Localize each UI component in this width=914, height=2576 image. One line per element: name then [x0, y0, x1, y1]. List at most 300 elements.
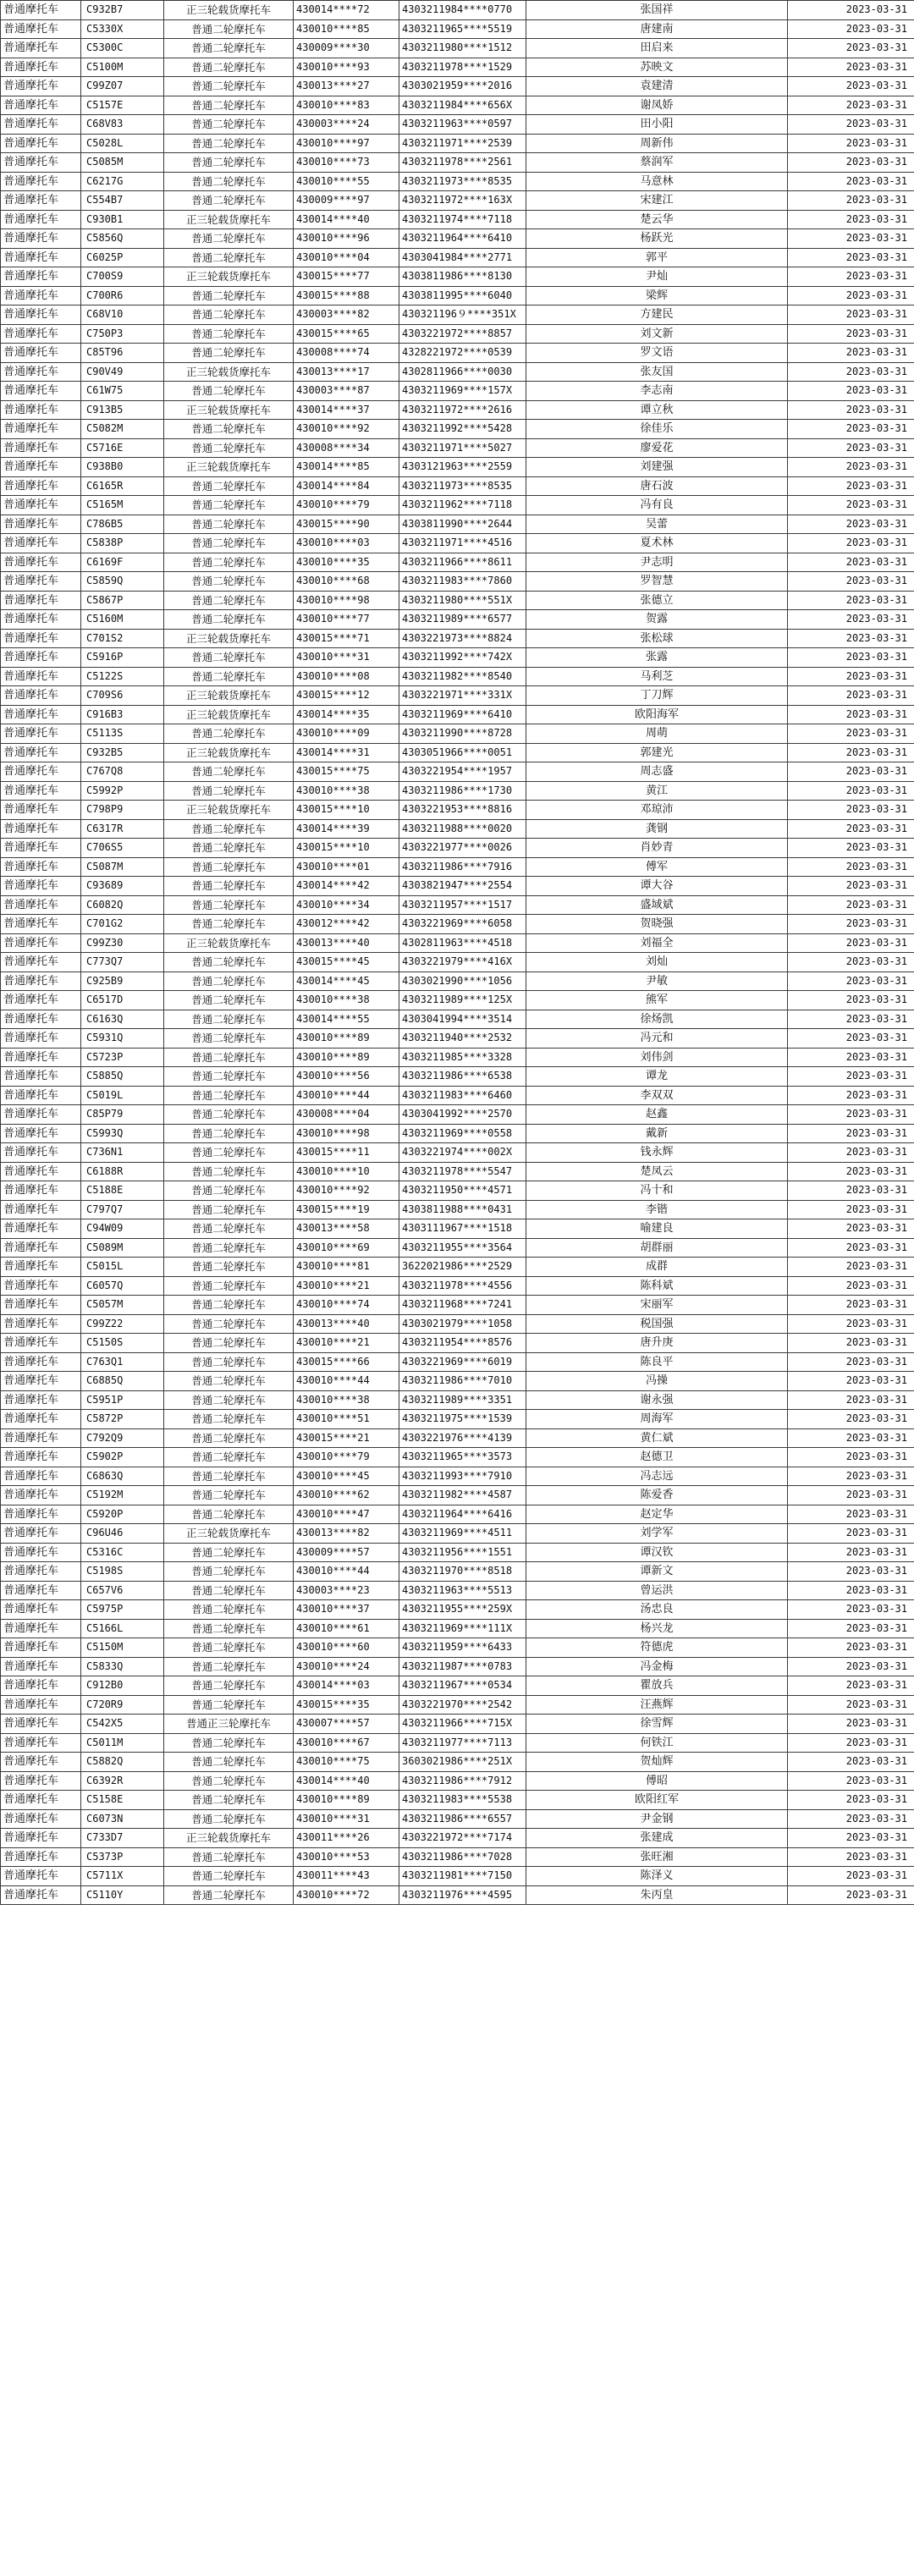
- vehicle-type-cell: 普通二轮摩托车: [164, 324, 294, 344]
- table-row: [1, 1581, 914, 1600]
- registration-code-cell: 430010****77: [294, 610, 399, 630]
- table-row: [1, 933, 914, 953]
- owner-name-cell: 朱丙皇: [526, 1885, 788, 1905]
- registration-code-cell: 430014****84: [294, 476, 399, 496]
- date-cell: 2023-03-31: [788, 1543, 914, 1562]
- registration-code-cell: 430010****96: [294, 229, 399, 249]
- owner-name-cell: 瞿放兵: [526, 1676, 788, 1696]
- license-class-cell: 普通摩托车: [1, 438, 81, 458]
- vehicle-type-cell: 普通二轮摩托车: [164, 382, 294, 401]
- plate-number-cell: C786B5: [81, 515, 164, 534]
- id-number-cell: 4303211967****0534: [399, 1676, 526, 1696]
- date-cell: 2023-03-31: [788, 19, 914, 39]
- license-class-cell: 普通摩托车: [1, 96, 81, 115]
- table-row: [1, 1829, 914, 1848]
- license-class-cell: 普通摩托车: [1, 991, 81, 1010]
- license-class-cell: 普通摩托车: [1, 762, 81, 782]
- vehicle-type-cell: 普通正三轮摩托车: [164, 1715, 294, 1734]
- registration-code-cell: 430010****44: [294, 1086, 399, 1105]
- date-cell: 2023-03-31: [788, 324, 914, 344]
- date-cell: 2023-03-31: [788, 801, 914, 820]
- table-row: [1, 172, 914, 191]
- table-row: [1, 1809, 914, 1829]
- license-class-cell: 普通摩托车: [1, 1219, 81, 1239]
- vehicle-type-cell: 普通二轮摩托车: [164, 1143, 294, 1163]
- date-cell: 2023-03-31: [788, 1753, 914, 1772]
- date-cell: 2023-03-31: [788, 1162, 914, 1181]
- date-cell: 2023-03-31: [788, 210, 914, 229]
- table-row: [1, 153, 914, 173]
- plate-number-cell: C6317R: [81, 819, 164, 839]
- owner-name-cell: 欧阳海军: [526, 705, 788, 724]
- vehicle-type-cell: 普通二轮摩托车: [164, 1847, 294, 1867]
- vehicle-type-cell: 普通二轮摩托车: [164, 1334, 294, 1353]
- owner-name-cell: 钱永辉: [526, 1143, 788, 1163]
- id-number-cell: 4303211978****5547: [399, 1162, 526, 1181]
- table-row: [1, 1695, 914, 1715]
- license-class-cell: 普通摩托车: [1, 1753, 81, 1772]
- registration-code-cell: 430015****12: [294, 686, 399, 706]
- owner-name-cell: 陈爱香: [526, 1486, 788, 1505]
- registration-code-cell: 430015****11: [294, 1143, 399, 1163]
- vehicle-type-cell: 普通二轮摩托车: [164, 1124, 294, 1143]
- registration-code-cell: 430010****89: [294, 1029, 399, 1049]
- plate-number-cell: C5300C: [81, 39, 164, 58]
- date-cell: 2023-03-31: [788, 1733, 914, 1753]
- plate-number-cell: C5110Y: [81, 1885, 164, 1905]
- id-number-cell: 4303211984****656X: [399, 96, 526, 115]
- date-cell: 2023-03-31: [788, 1048, 914, 1067]
- owner-name-cell: 刘福全: [526, 933, 788, 953]
- table-row: [1, 629, 914, 648]
- id-number-cell: 4303211977****7113: [399, 1733, 526, 1753]
- vehicle-type-cell: 普通二轮摩托车: [164, 1733, 294, 1753]
- id-number-cell: 4303221954****1957: [399, 762, 526, 782]
- table-row: [1, 553, 914, 572]
- vehicle-type-cell: 普通二轮摩托车: [164, 724, 294, 744]
- vehicle-type-cell: 普通二轮摩托车: [164, 39, 294, 58]
- plate-number-cell: C6057Q: [81, 1276, 164, 1296]
- plate-number-cell: C912B0: [81, 1676, 164, 1696]
- date-cell: 2023-03-31: [788, 58, 914, 77]
- date-cell: 2023-03-31: [788, 877, 914, 896]
- plate-number-cell: C68V10: [81, 305, 164, 325]
- table-row: [1, 1638, 914, 1658]
- table-row: [1, 1676, 914, 1696]
- registration-code-cell: 430008****74: [294, 344, 399, 363]
- vehicle-type-cell: 普通二轮摩托车: [164, 1105, 294, 1125]
- vehicle-type-cell: 普通二轮摩托车: [164, 1296, 294, 1315]
- vehicle-type-cell: 普通二轮摩托车: [164, 610, 294, 630]
- owner-name-cell: 谢永强: [526, 1390, 788, 1410]
- vehicle-type-cell: 普通二轮摩托车: [164, 991, 294, 1010]
- id-number-cell: 4303211955****3564: [399, 1238, 526, 1258]
- date-cell: 2023-03-31: [788, 1885, 914, 1905]
- owner-name-cell: 田小阳: [526, 115, 788, 135]
- date-cell: 2023-03-31: [788, 591, 914, 610]
- table-row: [1, 1524, 914, 1544]
- license-class-cell: 普通摩托车: [1, 743, 81, 762]
- registration-code-cell: 430015****35: [294, 1695, 399, 1715]
- date-cell: 2023-03-31: [788, 839, 914, 858]
- date-cell: 2023-03-31: [788, 1410, 914, 1429]
- registration-code-cell: 430010****72: [294, 1885, 399, 1905]
- vehicle-type-cell: 普通二轮摩托车: [164, 1467, 294, 1486]
- table-row: [1, 1600, 914, 1620]
- registration-code-cell: 430010****93: [294, 58, 399, 77]
- registration-code-cell: 430010****53: [294, 1847, 399, 1867]
- vehicle-type-cell: 正三轮载货摩托车: [164, 705, 294, 724]
- registration-code-cell: 430003****24: [294, 115, 399, 135]
- date-cell: 2023-03-31: [788, 1352, 914, 1372]
- plate-number-cell: C85T96: [81, 344, 164, 363]
- registration-code-cell: 430010****68: [294, 572, 399, 592]
- license-class-cell: 普通摩托车: [1, 534, 81, 553]
- vehicle-type-cell: 普通二轮摩托车: [164, 1200, 294, 1219]
- license-class-cell: 普通摩托车: [1, 191, 81, 211]
- id-number-cell: 4303211963****5513: [399, 1581, 526, 1600]
- table-row: [1, 229, 914, 249]
- id-number-cell: 4303811986****8130: [399, 267, 526, 287]
- table-row: [1, 1410, 914, 1429]
- vehicle-type-cell: 普通二轮摩托车: [164, 1010, 294, 1029]
- registration-code-cell: 430008****34: [294, 438, 399, 458]
- plate-number-cell: C5100M: [81, 58, 164, 77]
- license-class-cell: 普通摩托车: [1, 476, 81, 496]
- table-row: [1, 248, 914, 267]
- license-class-cell: 普通摩托车: [1, 629, 81, 648]
- license-class-cell: 普通摩托车: [1, 420, 81, 439]
- date-cell: 2023-03-31: [788, 496, 914, 515]
- table-row: [1, 1657, 914, 1676]
- table-row: [1, 496, 914, 515]
- table-row: [1, 1086, 914, 1105]
- date-cell: 2023-03-31: [788, 1581, 914, 1600]
- registration-code-cell: 430010****51: [294, 1410, 399, 1429]
- plate-number-cell: C773Q7: [81, 953, 164, 972]
- registration-code-cell: 430010****38: [294, 991, 399, 1010]
- vehicle-type-cell: 普通二轮摩托车: [164, 1695, 294, 1715]
- plate-number-cell: C5192M: [81, 1486, 164, 1505]
- registration-code-cell: 430010****55: [294, 172, 399, 191]
- date-cell: 2023-03-31: [788, 248, 914, 267]
- owner-name-cell: 赵定华: [526, 1505, 788, 1524]
- registration-code-cell: 430010****31: [294, 1809, 399, 1829]
- license-class-cell: 普通摩托车: [1, 1372, 81, 1391]
- license-class-cell: 普通摩托车: [1, 1467, 81, 1486]
- table-row: [1, 1543, 914, 1562]
- date-cell: 2023-03-31: [788, 781, 914, 801]
- id-number-cell: 4303211992****5428: [399, 420, 526, 439]
- owner-name-cell: 盛域斌: [526, 895, 788, 915]
- id-number-cell: 4303211964****6410: [399, 229, 526, 249]
- table-row: [1, 1733, 914, 1753]
- owner-name-cell: 李锴: [526, 1200, 788, 1219]
- date-cell: 2023-03-31: [788, 686, 914, 706]
- date-cell: 2023-03-31: [788, 1505, 914, 1524]
- license-class-cell: 普通摩托车: [1, 972, 81, 991]
- table-row: [1, 1847, 914, 1867]
- license-class-cell: 普通摩托车: [1, 1809, 81, 1829]
- id-number-cell: 4303211972****163X: [399, 191, 526, 211]
- registration-code-cell: 430015****21: [294, 1428, 399, 1448]
- license-class-cell: 普通摩托车: [1, 267, 81, 287]
- license-class-cell: 普通摩托车: [1, 1162, 81, 1181]
- table-row: [1, 115, 914, 135]
- registration-code-cell: 430003****87: [294, 382, 399, 401]
- date-cell: 2023-03-31: [788, 705, 914, 724]
- plate-number-cell: C6025P: [81, 248, 164, 267]
- license-class-cell: 普通摩托车: [1, 496, 81, 515]
- table-row: [1, 781, 914, 801]
- registration-code-cell: 430010****79: [294, 496, 399, 515]
- table-row: [1, 686, 914, 706]
- plate-number-cell: C99Z22: [81, 1314, 164, 1334]
- table-row: [1, 58, 914, 77]
- id-number-cell: 4303211983****6460: [399, 1086, 526, 1105]
- date-cell: 2023-03-31: [788, 972, 914, 991]
- date-cell: 2023-03-31: [788, 172, 914, 191]
- vehicle-type-cell: 普通二轮摩托车: [164, 1867, 294, 1886]
- id-number-cell: 4303021979****1058: [399, 1314, 526, 1334]
- plate-number-cell: C6863Q: [81, 1467, 164, 1486]
- plate-number-cell: C99Z07: [81, 77, 164, 96]
- registration-code-cell: 430010****97: [294, 134, 399, 153]
- plate-number-cell: C542X5: [81, 1715, 164, 1734]
- plate-number-cell: C5089M: [81, 1238, 164, 1258]
- id-number-cell: 4303221970****2542: [399, 1695, 526, 1715]
- plate-number-cell: C554B7: [81, 191, 164, 211]
- owner-name-cell: 杨兴龙: [526, 1619, 788, 1638]
- registration-code-cell: 430010****56: [294, 1067, 399, 1087]
- plate-number-cell: C5087M: [81, 857, 164, 877]
- license-class-cell: 普通摩托车: [1, 1238, 81, 1258]
- registration-code-cell: 430010****21: [294, 1334, 399, 1353]
- id-number-cell: 4303211969****111X: [399, 1619, 526, 1638]
- id-number-cell: 4303221972****7174: [399, 1829, 526, 1848]
- vehicle-type-cell: 正三轮载货摩托车: [164, 458, 294, 477]
- owner-name-cell: 赵德卫: [526, 1448, 788, 1467]
- table-row: [1, 839, 914, 858]
- date-cell: 2023-03-31: [788, 1, 914, 20]
- id-number-cell: 4303211969****6410: [399, 705, 526, 724]
- date-cell: 2023-03-31: [788, 1771, 914, 1791]
- plate-number-cell: C5993Q: [81, 1124, 164, 1143]
- id-number-cell: 4303221977****0026: [399, 839, 526, 858]
- registration-code-cell: 430010****98: [294, 1124, 399, 1143]
- id-number-cell: 4303221972****8857: [399, 324, 526, 344]
- license-class-cell: 普通摩托车: [1, 1867, 81, 1886]
- vehicle-type-cell: 普通二轮摩托车: [164, 1771, 294, 1791]
- license-class-cell: 普通摩托车: [1, 610, 81, 630]
- plate-number-cell: C5833Q: [81, 1657, 164, 1676]
- table-row: [1, 420, 914, 439]
- license-class-cell: 普通摩托车: [1, 305, 81, 325]
- owner-name-cell: 黄江: [526, 781, 788, 801]
- date-cell: 2023-03-31: [788, 1428, 914, 1448]
- id-number-cell: 4303211962****7118: [399, 496, 526, 515]
- license-class-cell: 普通摩托车: [1, 819, 81, 839]
- plate-number-cell: C6885Q: [81, 1372, 164, 1391]
- registration-code-cell: 430010****60: [294, 1638, 399, 1658]
- id-number-cell: 4303051966****0051: [399, 743, 526, 762]
- license-class-cell: 普通摩托车: [1, 1543, 81, 1562]
- vehicle-type-cell: 普通二轮摩托车: [164, 191, 294, 211]
- id-number-cell: 4303211989****6577: [399, 610, 526, 630]
- owner-name-cell: 徐炀凯: [526, 1010, 788, 1029]
- date-cell: 2023-03-31: [788, 438, 914, 458]
- registration-code-cell: 430015****19: [294, 1200, 399, 1219]
- table-row: [1, 286, 914, 305]
- vehicle-type-cell: 普通二轮摩托车: [164, 781, 294, 801]
- registration-code-cell: 430008****04: [294, 1105, 399, 1125]
- registration-code-cell: 430013****40: [294, 933, 399, 953]
- owner-name-cell: 刘学军: [526, 1524, 788, 1544]
- license-class-cell: 普通摩托车: [1, 781, 81, 801]
- license-class-cell: 普通摩托车: [1, 724, 81, 744]
- license-class-cell: 普通摩托车: [1, 1791, 81, 1810]
- license-class-cell: 普通摩托车: [1, 1048, 81, 1067]
- id-number-cell: 4303221979****416X: [399, 953, 526, 972]
- plate-number-cell: C5158E: [81, 1791, 164, 1810]
- plate-number-cell: C5165M: [81, 496, 164, 515]
- vehicle-type-cell: 普通二轮摩托车: [164, 1600, 294, 1620]
- license-class-cell: 普通摩托车: [1, 1334, 81, 1353]
- table-row: [1, 1715, 914, 1734]
- vehicle-type-cell: 普通二轮摩托车: [164, 344, 294, 363]
- id-number-cell: 4303211983****5538: [399, 1791, 526, 1810]
- id-number-cell: 4303211982****8540: [399, 667, 526, 686]
- license-class-cell: 普通摩托车: [1, 1428, 81, 1448]
- owner-name-cell: 谭龙: [526, 1067, 788, 1087]
- owner-name-cell: 贺晓强: [526, 915, 788, 934]
- table-row: [1, 1143, 914, 1163]
- registration-code-cell: 430014****39: [294, 819, 399, 839]
- id-number-cell: 4303211983****7860: [399, 572, 526, 592]
- table-row: [1, 857, 914, 877]
- vehicle-type-cell: 正三轮载货摩托车: [164, 400, 294, 420]
- id-number-cell: 4303211989****3351: [399, 1390, 526, 1410]
- owner-name-cell: 马意林: [526, 172, 788, 191]
- vehicle-type-cell: 普通二轮摩托车: [164, 1390, 294, 1410]
- id-number-cell: 4303211969****4511: [399, 1524, 526, 1544]
- vehicle-type-cell: 正三轮载货摩托车: [164, 1, 294, 20]
- table-row: [1, 667, 914, 686]
- license-class-cell: 普通摩托车: [1, 1524, 81, 1544]
- registration-code-cell: 430010****24: [294, 1657, 399, 1676]
- license-class-cell: 普通摩托车: [1, 591, 81, 610]
- date-cell: 2023-03-31: [788, 953, 914, 972]
- id-number-cell: 4303211959****6433: [399, 1638, 526, 1658]
- table-row: [1, 1352, 914, 1372]
- license-class-cell: 普通摩托车: [1, 1581, 81, 1600]
- license-class-cell: 普通摩托车: [1, 839, 81, 858]
- plate-number-cell: C93689: [81, 877, 164, 896]
- date-cell: 2023-03-31: [788, 762, 914, 782]
- plate-number-cell: C763Q1: [81, 1352, 164, 1372]
- vehicle-type-cell: 普通二轮摩托车: [164, 1505, 294, 1524]
- license-class-cell: 普通摩托车: [1, 58, 81, 77]
- table-row: [1, 648, 914, 668]
- vehicle-type-cell: 普通二轮摩托车: [164, 1543, 294, 1562]
- table-row: [1, 819, 914, 839]
- vehicle-type-cell: 普通二轮摩托车: [164, 572, 294, 592]
- owner-name-cell: 刘建强: [526, 458, 788, 477]
- license-class-cell: 普通摩托车: [1, 857, 81, 877]
- vehicle-type-cell: 普通二轮摩托车: [164, 19, 294, 39]
- id-number-cell: 4303211956****1551: [399, 1543, 526, 1562]
- plate-number-cell: C5992P: [81, 781, 164, 801]
- plate-number-cell: C5711X: [81, 1867, 164, 1886]
- plate-number-cell: C700R6: [81, 286, 164, 305]
- owner-name-cell: 陈良平: [526, 1352, 788, 1372]
- license-class-cell: 普通摩托车: [1, 801, 81, 820]
- registration-code-cell: 430015****10: [294, 839, 399, 858]
- registration-code-cell: 430013****58: [294, 1219, 399, 1239]
- date-cell: 2023-03-31: [788, 1638, 914, 1658]
- table-row: [1, 438, 914, 458]
- id-number-cell: 4303211984****0770: [399, 1, 526, 20]
- id-number-cell: 4303211965****5519: [399, 19, 526, 39]
- owner-name-cell: 陈科斌: [526, 1276, 788, 1296]
- id-number-cell: 4303211974****7118: [399, 210, 526, 229]
- owner-name-cell: 曾运洪: [526, 1581, 788, 1600]
- date-cell: 2023-03-31: [788, 1847, 914, 1867]
- vehicle-type-cell: 正三轮载货摩托车: [164, 1524, 294, 1544]
- license-class-cell: 普通摩托车: [1, 572, 81, 592]
- date-cell: 2023-03-31: [788, 1296, 914, 1315]
- plate-number-cell: C657V6: [81, 1581, 164, 1600]
- license-class-cell: 普通摩托车: [1, 1143, 81, 1163]
- id-number-cell: 4303811995****6040: [399, 286, 526, 305]
- table-row: [1, 324, 914, 344]
- date-cell: 2023-03-31: [788, 1181, 914, 1201]
- table-row: [1, 400, 914, 420]
- plate-number-cell: C6165R: [81, 476, 164, 496]
- id-number-cell: 4303211965****3573: [399, 1448, 526, 1467]
- plate-number-cell: C6073N: [81, 1809, 164, 1829]
- id-number-cell: 4303211963****0597: [399, 115, 526, 135]
- table-row: [1, 1258, 914, 1277]
- vehicle-type-cell: 普通二轮摩托车: [164, 1086, 294, 1105]
- id-number-cell: 4303211992****742X: [399, 648, 526, 668]
- license-class-cell: 普通摩托车: [1, 134, 81, 153]
- license-class-cell: 普通摩托车: [1, 1105, 81, 1125]
- owner-name-cell: 郭建光: [526, 743, 788, 762]
- owner-name-cell: 成群: [526, 1258, 788, 1277]
- id-number-cell: 4303211982****4587: [399, 1486, 526, 1505]
- date-cell: 2023-03-31: [788, 420, 914, 439]
- vehicle-type-cell: 普通二轮摩托车: [164, 96, 294, 115]
- license-class-cell: 普通摩托车: [1, 1352, 81, 1372]
- owner-name-cell: 郭平: [526, 248, 788, 267]
- owner-name-cell: 喻建良: [526, 1219, 788, 1239]
- id-number-cell: 4303211988****0020: [399, 819, 526, 839]
- license-class-cell: 普通摩托车: [1, 1847, 81, 1867]
- registration-code-cell: 430010****35: [294, 553, 399, 572]
- id-number-cell: 4303211957****1517: [399, 895, 526, 915]
- owner-name-cell: 谭汉钦: [526, 1543, 788, 1562]
- plate-number-cell: C938B0: [81, 458, 164, 477]
- id-number-cell: 4303221976****4139: [399, 1428, 526, 1448]
- table-row: [1, 1428, 914, 1448]
- registration-code-cell: 430010****79: [294, 1448, 399, 1467]
- vehicle-type-cell: 普通二轮摩托车: [164, 1372, 294, 1391]
- id-number-cell: 4303211976****4595: [399, 1885, 526, 1905]
- date-cell: 2023-03-31: [788, 1105, 914, 1125]
- owner-name-cell: 罗文语: [526, 344, 788, 363]
- date-cell: 2023-03-31: [788, 534, 914, 553]
